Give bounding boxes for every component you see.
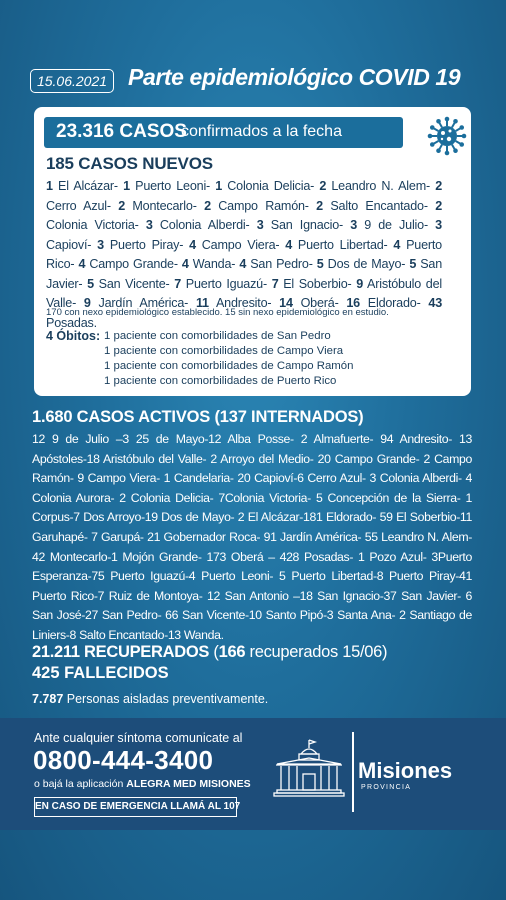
new-case-count: 2 — [316, 198, 323, 213]
government-building-icon — [273, 738, 345, 798]
isolated-line — [32, 692, 268, 706]
new-case-count: 7 — [174, 276, 182, 291]
new-case-count: 2 — [204, 198, 211, 213]
recovered-today-label: recuperados 15/06) — [245, 643, 388, 661]
new-case-count: 3 — [350, 218, 358, 232]
deceased-total: 425 FALLECIDOS — [32, 664, 169, 682]
new-case-place: Posadas. — [46, 315, 97, 330]
new-case-place: Colonia Delicia- — [222, 179, 320, 193]
app-line — [34, 778, 251, 790]
death-item: 1 paciente con comorbilidades de Campo Ramón — [104, 360, 354, 372]
new-case-count: 5 — [87, 276, 94, 291]
app-name[interactable]: ALEGRA MED MISIONES — [126, 778, 251, 790]
new-case-place: Colonia Victoria- — [46, 218, 146, 232]
misiones-logo: Misiones — [358, 758, 453, 783]
new-case-count: 3 — [256, 218, 264, 232]
recovered-today-count: 166 — [218, 643, 246, 661]
new-case-place: Capioví- — [46, 237, 98, 252]
total-cases-bar — [44, 117, 403, 148]
report-date: 15.06.2021 — [30, 69, 114, 93]
new-case-place: Andresito- — [208, 296, 280, 310]
new-case-place: San Javier- — [46, 257, 443, 291]
new-case-place: Jardín América- — [90, 296, 196, 310]
new-case-count: 3 — [435, 218, 442, 232]
new-case-count: 3 — [145, 218, 153, 232]
new-case-place: Puerto Leoni- — [129, 179, 216, 193]
new-case-place: Puerto Rico- — [46, 237, 442, 271]
new-case-place: Salto Encantado- — [322, 198, 436, 213]
new-case-count: 4 — [239, 257, 247, 271]
new-case-count: 9 — [83, 296, 91, 310]
new-case-count: 4 — [181, 257, 189, 271]
new-case-place: Montecarlo- — [125, 198, 205, 213]
new-case-place: Campo Viera- — [195, 237, 286, 252]
new-case-count: 5 — [409, 257, 417, 271]
new-case-count: 5 — [316, 257, 324, 271]
phone-number[interactable]: 0800-444-3400 — [33, 745, 214, 775]
new-case-place: San Ignacio- — [263, 218, 351, 232]
new-case-place: Aristóbulo del Valle- — [46, 276, 442, 310]
deaths-list — [104, 329, 353, 389]
emergency-notice: EN CASO DE EMERGENCIA LLAMÁ AL 107 — [34, 797, 237, 817]
new-case-place: Eldorado- — [359, 296, 429, 310]
new-case-count: 2 — [435, 179, 442, 193]
new-case-count: 9 — [356, 276, 364, 291]
page-title: Parte epidemiológico COVID 19 — [128, 64, 461, 90]
recovered-paren: ( — [209, 643, 219, 661]
isolated-count: 7.787 — [32, 692, 64, 706]
new-case-count: 4 — [393, 237, 401, 252]
misiones-logo-subtitle: PROVINCIA — [361, 784, 412, 791]
logo-divider — [352, 732, 354, 812]
new-case-place: El Soberbio- — [278, 276, 357, 291]
new-case-count: 4 — [189, 237, 196, 252]
new-case-count: 11 — [195, 296, 209, 310]
recovered-title — [32, 643, 387, 662]
summary-card — [34, 107, 471, 396]
total-cases-count: 23.316 CASOS — [56, 121, 187, 142]
active-cases-title: 1.680 CASOS ACTIVOS (137 INTERNADOS) — [32, 408, 364, 426]
total-cases-label: confirmados a la fecha — [181, 123, 342, 140]
new-case-place: Puerto Piray- — [103, 237, 190, 252]
symptom-notice: Ante cualquier síntoma comunicate al — [34, 731, 243, 745]
header — [0, 58, 506, 102]
death-item: 1 paciente con comorbilidades de Puerto Rico — [104, 375, 337, 387]
death-item: 1 paciente con comorbilidades de Campo Viera — [104, 345, 344, 357]
active-cases-list: 12 9 de Julio –3 25 de Mayo-12 Alba Posse- 2 Almafuerte- 94 Andresito- 13 Apóstoles-18 Aristóbulo del Valle- 2 Arroyo del Medio- 20 Campo Grande- 2 Campo Ramón- 9 Campo Viera- 1 Candelaria- 20 Capioví-6 Cerro Azul- 3 Colonia Alberdi- 4 Colonia Aurora- 2 Colonia Delicia- 7Colonia Victoria- 5 Concepción de la Sierra- 1 Corpus-7 Dos Arroyo-19 Dos de Mayo- 2 El Alcázar-181 Eldorado- 59 El Soberbio-11 Garuhapé- 7 Garupá- 21 Gobernador Roca- 91 Jardín América- 55 Leandro N. Alem- 42 Montecarlo-1 Mojón Grande- 173 Oberá – 428 Posadas- 1 Pozo Azul- 3Puerto Esperanza-75 Puerto Iguazú-4 Puerto Leoni- 5 Puerto Libertad-8 Puerto Piray-41 Puerto Rico-7 Ruiz de Montoya- 12 San Antonio –18 San Ignacio-37 San Javier- 6 San José-27 San Pedro- 66 San Vicente-10 Santo Pipó-3 Santa Ana- 2 Santiago de Liniers-8 Salto Encantado-13 Wanda. — [32, 432, 472, 642]
new-case-place: Cerro Azul- — [46, 198, 119, 213]
isolated-label: Personas aisladas preventivamente. — [63, 692, 269, 706]
new-case-place: Puerto Libertad- — [292, 237, 394, 252]
new-case-count: 14 — [279, 296, 293, 310]
death-item: 1 paciente con comorbilidades de San Pedro — [104, 330, 331, 342]
virus-icon — [426, 115, 468, 157]
new-case-count: 7 — [271, 276, 279, 291]
new-case-place: Wanda- — [188, 257, 240, 271]
new-case-place: Leandro N. Alem- — [326, 179, 436, 193]
recovered-total: 21.211 RECUPERADOS — [32, 643, 210, 661]
nexo-note: 170 con nexo epidemiológico establecido. 15 sin nexo epidemiológico en estudio. — [46, 307, 389, 318]
new-case-count: 16 — [346, 296, 360, 310]
new-case-place: 9 de Julio- — [357, 218, 436, 232]
new-case-place: Campo Ramón- — [210, 198, 317, 213]
new-case-count: 2 — [118, 198, 126, 213]
new-case-place: Colonia Alberdi- — [152, 218, 257, 232]
new-case-place: Dos de Mayo- — [323, 257, 410, 271]
new-case-count: 2 — [319, 179, 327, 193]
new-case-place: Puerto Iguazú- — [181, 276, 272, 291]
deaths-label: 4 Óbitos: — [46, 329, 101, 343]
new-case-count: 1 — [215, 179, 223, 193]
new-case-count: 1 — [46, 179, 53, 193]
new-case-count: 1 — [123, 179, 130, 193]
new-case-place: El Alcázar- — [52, 179, 124, 193]
new-case-count: 2 — [435, 198, 443, 213]
new-case-place: San Vicente- — [93, 276, 175, 291]
new-case-place: Oberá- — [292, 296, 347, 310]
new-case-count: 3 — [97, 237, 104, 252]
new-case-place: Campo Grande- — [85, 257, 182, 271]
new-case-count: 4 — [285, 237, 293, 252]
footer — [0, 718, 506, 830]
new-case-count: 43 — [428, 296, 442, 310]
app-prefix: o bajá la aplicación — [34, 778, 127, 790]
new-case-place: San Pedro- — [246, 257, 317, 271]
new-cases-title: 185 CASOS NUEVOS — [46, 154, 213, 173]
new-case-count: 4 — [78, 257, 86, 271]
